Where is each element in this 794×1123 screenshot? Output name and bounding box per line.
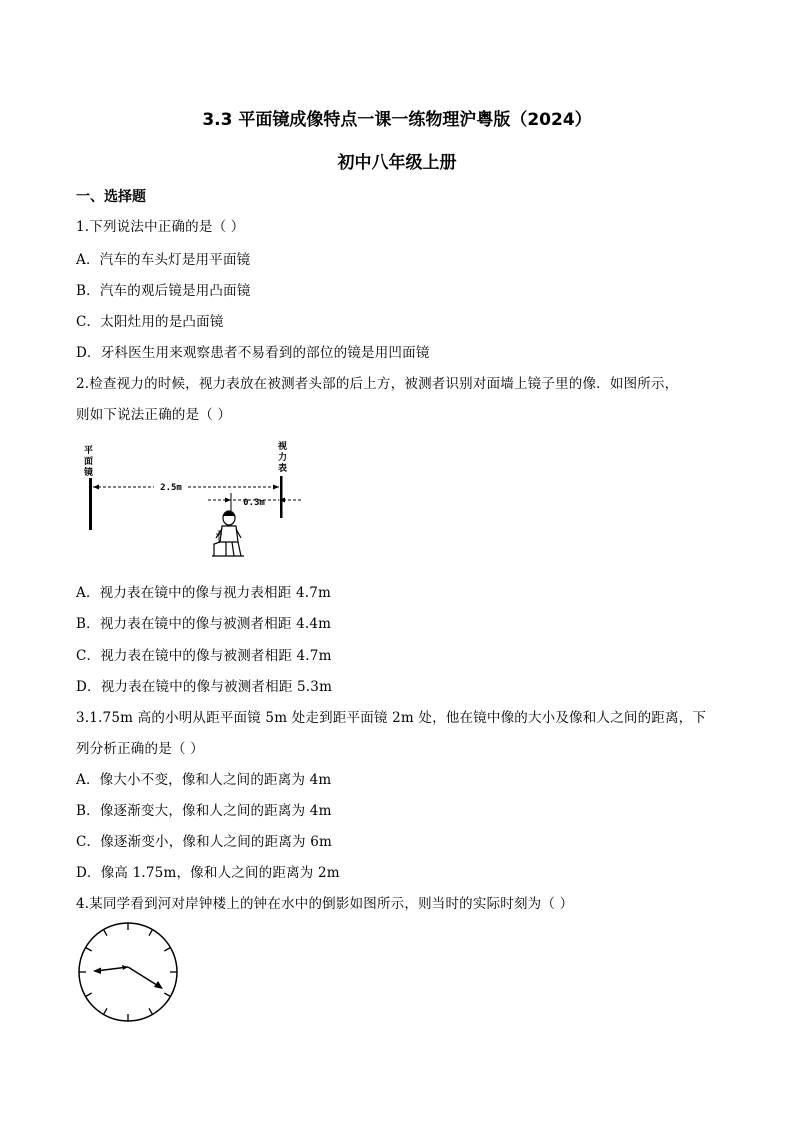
- q1-option-d: D．牙科医生用来观察患者不易看到的部位的镜是用凹面镜: [76, 345, 430, 361]
- q2-stem-line2: 则如下说法正确的是（ ）: [76, 407, 232, 423]
- q1-option-b: B．汽车的观后镜是用凸面镜: [76, 283, 251, 299]
- mirror-shape: [89, 478, 92, 530]
- q3-option-a: A．像大小不变，像和人之间的距离为 4m: [76, 772, 332, 788]
- mirror-label-3: 镜: [84, 468, 94, 478]
- section-heading: 一、选择题: [76, 189, 146, 205]
- chart-label-1: 视: [278, 442, 288, 452]
- q2-stem-line1: 2.检查视力的时候，视力表放在被测者头部的后上方，被测者识别对面墙上镜子里的像．如图所示，: [76, 376, 679, 392]
- page-subtitle: 初中八年级上册: [337, 153, 457, 173]
- q2-option-b: B．视力表在镜中的像与被测者相距 4.4m: [76, 616, 332, 632]
- chart-label-2: 力: [278, 453, 288, 463]
- q3-stem-line2: 列分析正确的是（ ）: [76, 741, 204, 757]
- clock-face: [79, 923, 177, 1021]
- person-figure: [212, 511, 244, 556]
- distance-label-0-3m: 0.3m: [243, 498, 265, 508]
- q3-option-b: B．像逐渐变大，像和人之间的距离为 4m: [76, 803, 332, 819]
- q1-option-a: A．汽车的车头灯是用平面镜: [76, 252, 251, 268]
- q3-option-c: C．像逐渐变小，像和人之间的距离为 6m: [76, 834, 333, 850]
- chart-shape: [280, 476, 283, 518]
- q2-option-a: A．视力表在镜中的像与视力表相距 4.7m: [76, 585, 332, 601]
- page-title: 3.3 平面镜成像特点一课一练物理沪粤版（2024）: [202, 110, 592, 130]
- clock-reflection-figure: [76, 920, 180, 1024]
- q2-option-c: C．视力表在镜中的像与被测者相距 4.7m: [76, 648, 332, 664]
- chart-label-3: 表: [278, 464, 288, 474]
- q1-option-c: C．太阳灶用的是凸面镜: [76, 314, 224, 330]
- q3-option-d: D．像高 1.75m，像和人之间的距离为 2m: [76, 865, 340, 881]
- distance-label-2-5m: 2.5m: [160, 483, 182, 493]
- mirror-label-2: 面: [84, 457, 94, 467]
- eye-test-diagram: [76, 438, 316, 568]
- q1-stem: 1.下列说法中正确的是（ ）: [76, 219, 245, 235]
- mirror-label-1: 平: [84, 446, 94, 456]
- q3-stem-line1: 3.1.75m 高的小明从距平面镜 5m 处走到距平面镜 2m 处，他在镜中像的大小及像和人之间的距离，下: [76, 710, 707, 726]
- q4-stem: 4.某同学看到河对岸钟楼上的钟在水中的倒影如图所示，则当时的实际时刻为（ ）: [76, 896, 574, 912]
- q2-option-d: D．视力表在镜中的像与被测者相距 5.3m: [76, 679, 333, 695]
